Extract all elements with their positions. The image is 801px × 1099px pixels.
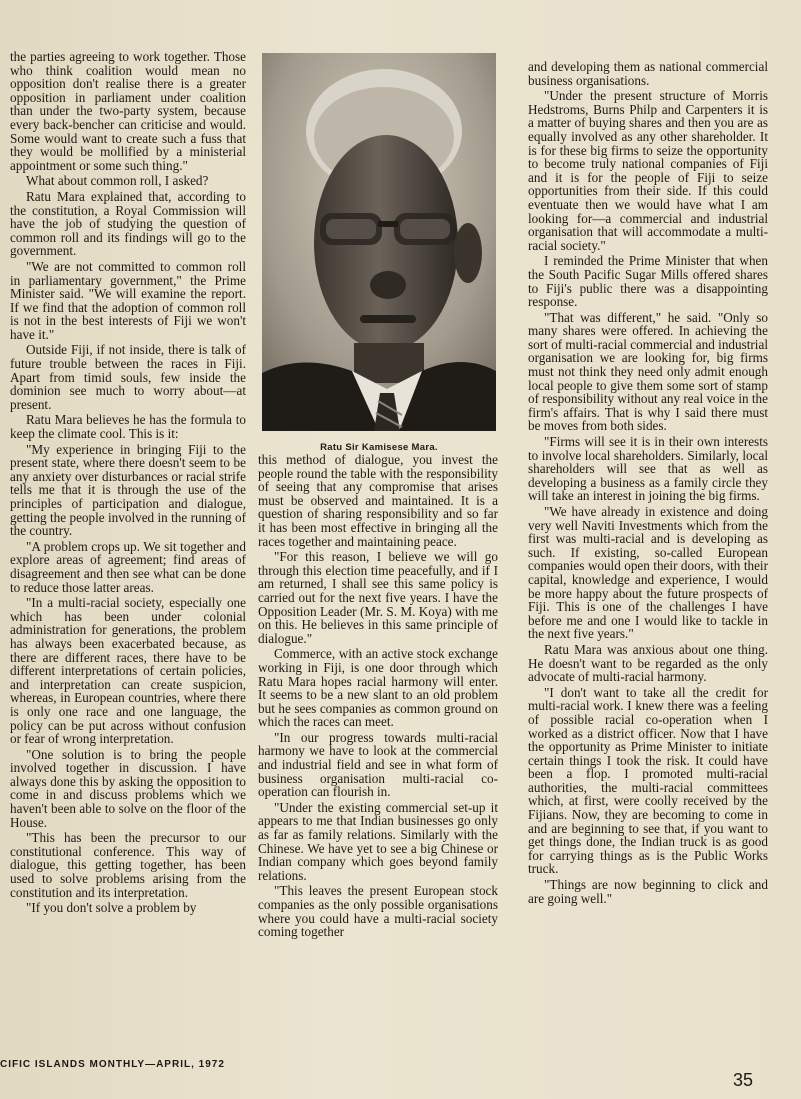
article-paragraph: "That was different," he said. "Only so many shares were offered. In achieving the sort of multi-racial commercial and industrial organisation we are looking for, big firms must not think they need only admit enough local people to give them some sort of stamp of responsibility without any real voice in the firm's affairs. That is why I said there must be moves from both sides. (528, 309, 768, 434)
article-paragraph: Commerce, with an active stock exchange working in Fiji, is one door through which Ratu Mara hopes racial harmony will enter. It seems to be a new slant to an old problem but he sees companies as common ground on which the races can meet. (258, 646, 498, 730)
article-paragraph: "If you don't solve a problem by (26, 900, 197, 916)
article-paragraph: "Under the existing commercial set-up it appears to me that Indian businesses go only as far as family relations. Similarly with the Chinese. We have yet to see a big Chinese or Indian company which goes beyond family relations. (258, 799, 498, 883)
article-paragraph: and developing them as national commercial business organisations. (528, 59, 768, 88)
portrait-photo (262, 53, 496, 431)
article-paragraph: What about common roll, I asked? (26, 173, 209, 189)
article-paragraph: "We are not committed to common roll in parliamentary government," the Prime Minister said. "We will examine the report. If we find that the adoption of common roll is not in the best interests of Fiji we won't have it." (10, 258, 246, 342)
article-paragraph: "In our progress towards multi-racial harmony we have to look at the commercial and industrial field and see in what form of business organisation multi-racial co-operation can flourish in. (258, 729, 498, 800)
article-paragraph: "We have already in existence and doing very well Naviti Investments which from the first was multi-racial and is developing as such. If existing, so-called European companies would open their doors, with their capital, knowledge and experience, I would be more happy about the future prospects of Fiji. This is one of the challenges I have before me and one I would like to tackle in the next five years." (528, 504, 768, 642)
article-paragraph: "My experience in bringing Fiji to the present state, where there doesn't seem to be any anxiety over disturbances or racial strife tells me that it is through the use of the principles of participation and dialogue, getting the people involved in the running of the country. (10, 441, 246, 539)
article-paragraph: Ratu Mara explained that, according to the constitution, a Royal Commission will have the job of studying the question of common roll and its findings will go to the government. (10, 188, 246, 259)
article-paragraph: "This leaves the present European stock companies as the only possible organisations where you could have a multi-racial society coming together (258, 883, 498, 940)
article-paragraph: Ratu Mara was anxious about one thing. He doesn't want to be regarded as the only advocate of multi-racial harmony. (528, 641, 768, 685)
article-paragraph: "A problem crops up. We sit together and explore areas of agreement; find areas of disagreement and then see what can be done to reduce those latter areas. (10, 538, 246, 595)
portrait-illustration (262, 53, 496, 431)
article-paragraph: "Firms will see it is in their own interests to involve local shareholders. Similarly, local shareholders will see that as well as developing a business as a family circle they will take an interest in joining the big firms. (528, 434, 768, 504)
article-paragraph: "One solution is to bring the people involved together in discussion. I have always done this by asking the opposition to come in and discuss problems which we haven't been able to solve on the floor of the House. (10, 746, 246, 830)
article-paragraph: this method of dialogue, you invest the people round the table with the responsibility of seeing that any compromise that arises must be observed and maintained. It is a question of sharing responsibility and so far it has been most effective in bringing all the races together and maintaining peace. (258, 452, 498, 549)
article-paragraph: "In a multi-racial society, especially one which has been under colonial administration for generations, the problem has always been exacerbated because, as there are different races, there have to be different interpretations of certain policies, and interpretation can create suspicion, whereas, in European countries, where there is only one race and one language, the policy can be put across without confusion or fear of wrong interpretation. (10, 595, 246, 747)
article-paragraph: "I don't want to take all the credit for multi-racial work. I knew there was a feeling of possible racial co-operation when I worked as a district officer. Now that I have the opportunity as Prime Minister to initiate certain things I took the risk. It could have been a flop. I promoted multi-racial authorities, the multi-racial committees which, at first, were coolly received by the Fijians. Now, they are becoming to come in and are beginning to see that, if you want to get things done, the Indian truck is as good for carrying things as is the Public Works truck. (528, 684, 768, 877)
photo-caption: Ratu Sir Kamisese Mara. (320, 442, 438, 453)
article-paragraph: Outside Fiji, if not inside, there is talk of future trouble between the races in Fiji. Apart from timid souls, few inside the dominion see much to worry about—at present. (10, 342, 246, 412)
article-paragraph: "Things are now beginning to click and are going well." (528, 877, 768, 906)
article-column-2 (258, 453, 498, 941)
article-paragraph: I reminded the Prime Minister that when the South Pacific Sugar Mills offered shares to Fiji's public there was a disappointing response. (528, 253, 768, 310)
publication-footer: CIFIC ISLANDS MONTHLY—APRIL, 1972 (0, 1059, 225, 1070)
article-paragraph: "Under the present structure of Morris Hedstroms, Burns Philp and Carpenters it is a matter of buying shares and then you are as equally involved as any other shareholder. It is for these big firms to seize the opportunity to become truly national companies of Fiji and it is for the people of Fiji to seize opportunities from their side. If this could eventuate then we would have what I am looking for—a commercial and industrial organisation that will accommodate a multi-racial society." (528, 88, 768, 253)
article-paragraph: "This has been the precursor to our constitutional conference. This way of dialogue, this getting together, has been used to solve problems arising from the constitution and its interpretation. (10, 830, 246, 900)
article-paragraph: the parties agreeing to work together. Those who think coalition would mean no opposition don't realise there is a greater opposition in parliament under coalition than under the two-party system, because every back-bencher can criticise and would. Some would want to create such a fuss that they would be mollified by a ministerial appointment or some such thing." (10, 49, 246, 173)
page-number: 35 (733, 1070, 754, 1090)
article-column-3 (528, 60, 768, 907)
article-column-1 (10, 50, 246, 917)
article-paragraph: "For this reason, I believe we will go through this election time peacefully, and if I am returned, I shall see this same policy is carried out for the next five years. I have the Opposition Leader (Mr. S. M. Koya) with me on this. He believes in this same principle of dialogue." (258, 549, 498, 646)
article-paragraph: Ratu Mara believes he has the formula to keep the climate cool. This is it: (10, 412, 246, 442)
